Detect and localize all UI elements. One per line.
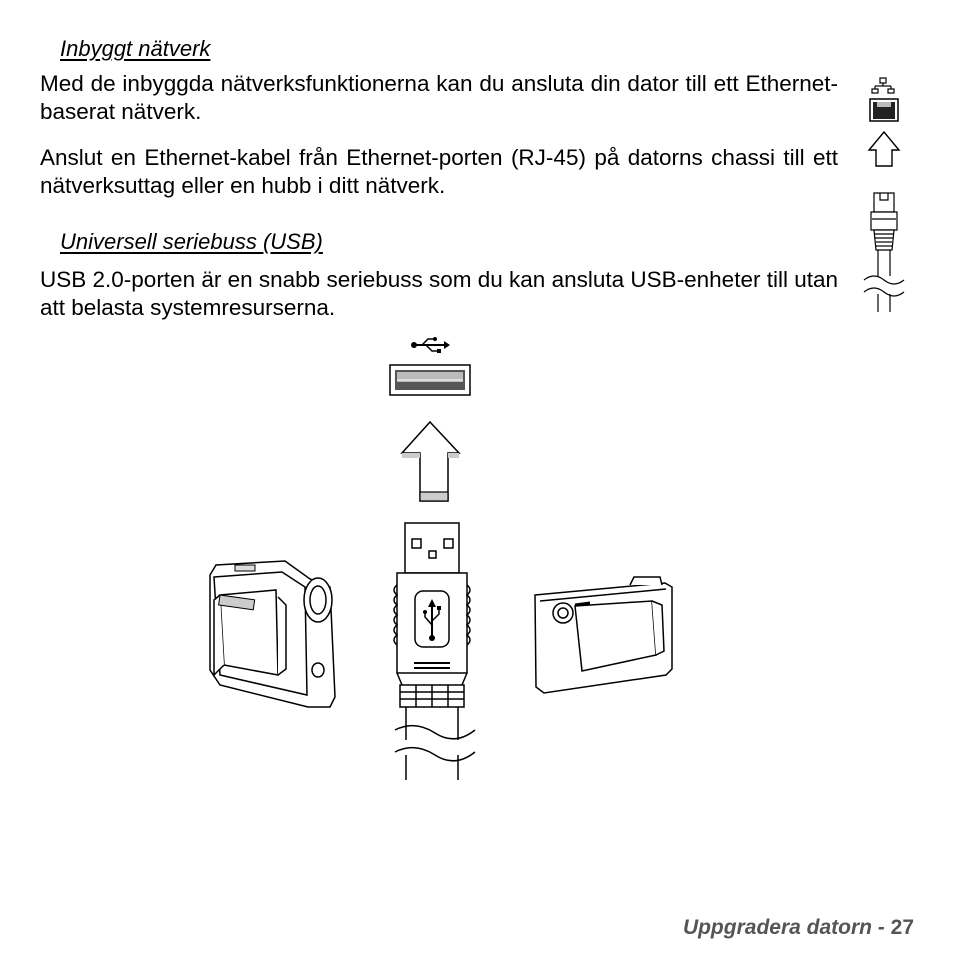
footer-chapter: Uppgradera datorn - (682, 916, 885, 939)
heading-network: Inbyggt nätverk (60, 36, 211, 61)
arrow-up-icon (402, 422, 459, 501)
page-number: 27 (890, 916, 914, 939)
ethernet-port-icon (870, 99, 898, 121)
usb-symbol-icon (411, 337, 450, 353)
digital-camera-icon (535, 577, 672, 693)
network-paragraph-1: Med de inbyggda nätverksfunktionerna kan du ansluta din dator till ett Ethernet-baserat nätverk. (40, 71, 838, 124)
usb-paragraph-1: USB 2.0-porten är en snabb seriebuss som du kan ansluta USB-enheter till utan att belasta systemresurserna. (40, 267, 838, 320)
network-icon (872, 78, 894, 93)
ethernet-illustration (850, 70, 920, 320)
heading-usb: Universell seriebuss (USB) (60, 229, 323, 254)
network-paragraph-2: Anslut en Ethernet-kabel från Ethernet-porten (RJ-45) på datorns chassi till ett nätverksuttag eller en hubb i ditt nätverk. (40, 145, 838, 198)
usb-illustration (190, 325, 690, 790)
camcorder-icon (210, 561, 335, 707)
arrow-up-icon (869, 132, 899, 166)
page-footer (683, 916, 914, 940)
usb-plug-icon (394, 523, 475, 780)
rj45-plug-icon (864, 193, 904, 312)
usb-port-icon (390, 365, 470, 395)
